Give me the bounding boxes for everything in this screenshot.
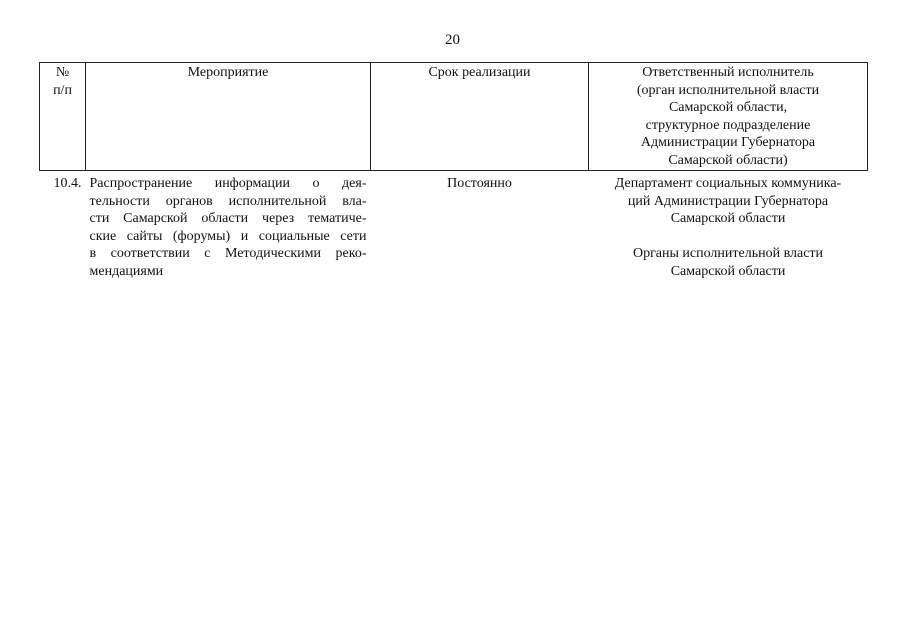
row-responsible xyxy=(589,171,868,281)
event-text-line: ские сайты (форумы) и социальные сети xyxy=(89,228,367,244)
header-responsible-line: Самарской области) xyxy=(668,152,788,168)
header-responsible-line: Администрации Губернатора xyxy=(640,135,816,150)
header-num xyxy=(40,63,86,171)
event-text-line: Распространение информации о дея- xyxy=(89,176,367,191)
responsible-department-line: ций Администрации Губернатора xyxy=(627,193,829,209)
table-header-row xyxy=(40,63,868,171)
header-responsible-line: (орган исполнительной власти xyxy=(636,82,820,98)
header-responsible-line: структурное подразделение xyxy=(645,117,811,133)
responsible-spacer xyxy=(593,228,864,246)
header-term: Срок реализации xyxy=(371,63,589,171)
table-row xyxy=(40,171,868,281)
row-event xyxy=(86,171,371,281)
row-term: Постоянно xyxy=(447,176,512,191)
row-number: 10.4. xyxy=(53,176,82,191)
responsible-authorities-line: Органы исполнительной власти xyxy=(632,246,824,261)
header-responsible xyxy=(589,63,868,171)
responsible-authorities-line: Самарской области xyxy=(670,263,786,279)
header-responsible-line: Ответственный исполнитель xyxy=(642,65,814,80)
event-text-line: сти Самарской области через тематиче- xyxy=(89,211,367,226)
header-num-symbol: № xyxy=(55,65,70,80)
header-event: Мероприятие xyxy=(86,63,371,171)
responsible-department-line: Департамент социальных коммуника- xyxy=(614,176,842,191)
header-responsible-line: Самарской области, xyxy=(668,100,788,115)
header-num-abbrev: п/п xyxy=(53,82,72,98)
page-number: 20 xyxy=(445,32,460,48)
event-text-line: тельности органов исполнительной вла- xyxy=(89,193,367,209)
plan-table xyxy=(39,62,868,280)
responsible-department-line: Самарской области xyxy=(670,211,786,226)
event-text-line: мендациями xyxy=(89,263,164,279)
event-text-line: в соответствии с Методическими реко- xyxy=(89,246,367,261)
